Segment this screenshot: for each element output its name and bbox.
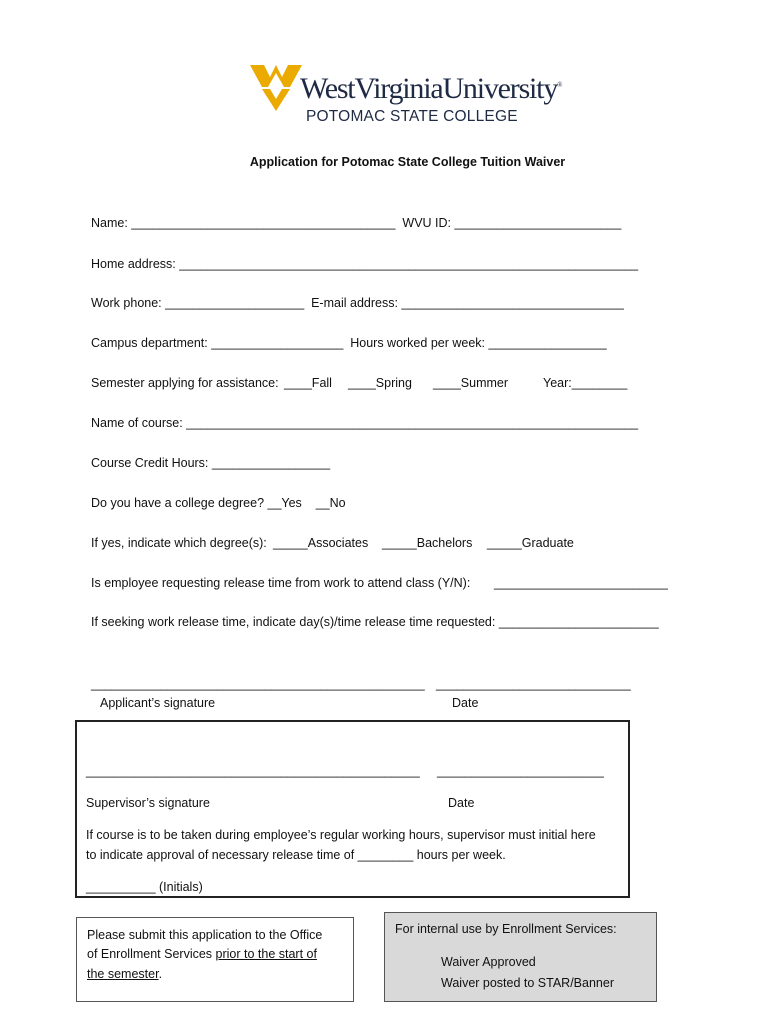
internal-use-heading: For internal use by Enrollment Services: [395, 922, 617, 936]
applicant-date-label: Date [452, 696, 479, 710]
supervisor-note-line1: If course is to be taken during employee’s regular working hours, supervisor must initial here [86, 828, 596, 842]
college-degree-question[interactable]: Do you have a college degree? __Yes __No [91, 496, 346, 510]
form-title: Application for Potomac State College Tuition Waiver [249, 155, 566, 169]
name-wvu-id-field[interactable]: Name: ______________________________________ WVU ID: ________________________ [91, 216, 622, 230]
degree-graduate-option[interactable]: _____Graduate [487, 536, 574, 550]
degrees-label: If yes, indicate which degree(s): [91, 536, 267, 550]
supervisor-date-label: Date [448, 796, 475, 810]
supervisor-initials-field[interactable]: __________ (Initials) [86, 880, 203, 894]
college-name: POTOMAC STATE COLLEGE [306, 108, 518, 125]
waiver-posted-item: Waiver posted to STAR/Banner [441, 976, 614, 990]
release-time-answer-field[interactable]: _________________________ [494, 576, 668, 590]
home-address-field[interactable]: Home address: __________________________________________________________________ [91, 257, 639, 271]
applicant-date-line[interactable]: ____________________________ [436, 677, 631, 691]
degree-associates-option[interactable]: _____Associates [273, 536, 369, 550]
applicant-signature-label: Applicant’s signature [100, 696, 216, 710]
submit-line1: Please submit this application to the Office [87, 928, 323, 942]
release-time-question: Is employee requesting release time from work to attend class (Y/N): [91, 576, 471, 590]
supervisor-signature-line[interactable]: ________________________________________________ [86, 764, 420, 778]
semester-fall-option[interactable]: ____Fall [284, 376, 332, 390]
campus-hours-field[interactable]: Campus department: ___________________ Hours worked per week: _________________ [91, 336, 607, 350]
applicant-signature-line[interactable]: ________________________________________________ [91, 677, 425, 691]
phone-email-field[interactable]: Work phone: ____________________ E-mail address: ________________________________ [91, 296, 624, 310]
flying-wv-logo-icon [250, 65, 302, 111]
supervisor-signature-label: Supervisor’s signature [86, 796, 210, 810]
semester-label: Semester applying for assistance: [91, 376, 279, 390]
submit-line2: of Enrollment Services prior to the start of [87, 947, 317, 961]
degree-bachelors-option[interactable]: _____Bachelors [382, 536, 473, 550]
semester-summer-option[interactable]: ____Summer [433, 376, 509, 390]
waiver-approved-item: Waiver Approved [441, 955, 536, 969]
course-name-field[interactable]: Name of course: _________________________________________________________________ [91, 416, 639, 430]
supervisor-note-line2[interactable]: to indicate approval of necessary release time of ________ hours per week. [86, 848, 506, 862]
work-release-field[interactable]: If seeking work release time, indicate day(s)/time release time requested: _______________________ [91, 615, 659, 629]
credit-hours-field[interactable]: Course Credit Hours: _________________ [91, 456, 331, 470]
submit-line3: the semester. [87, 967, 163, 981]
semester-spring-option[interactable]: ____Spring [348, 376, 412, 390]
supervisor-date-line[interactable]: ________________________ [437, 764, 604, 778]
semester-year-field[interactable]: Year:________ [543, 376, 628, 390]
university-wordmark: WestVirginiaUniversity® [300, 72, 563, 105]
